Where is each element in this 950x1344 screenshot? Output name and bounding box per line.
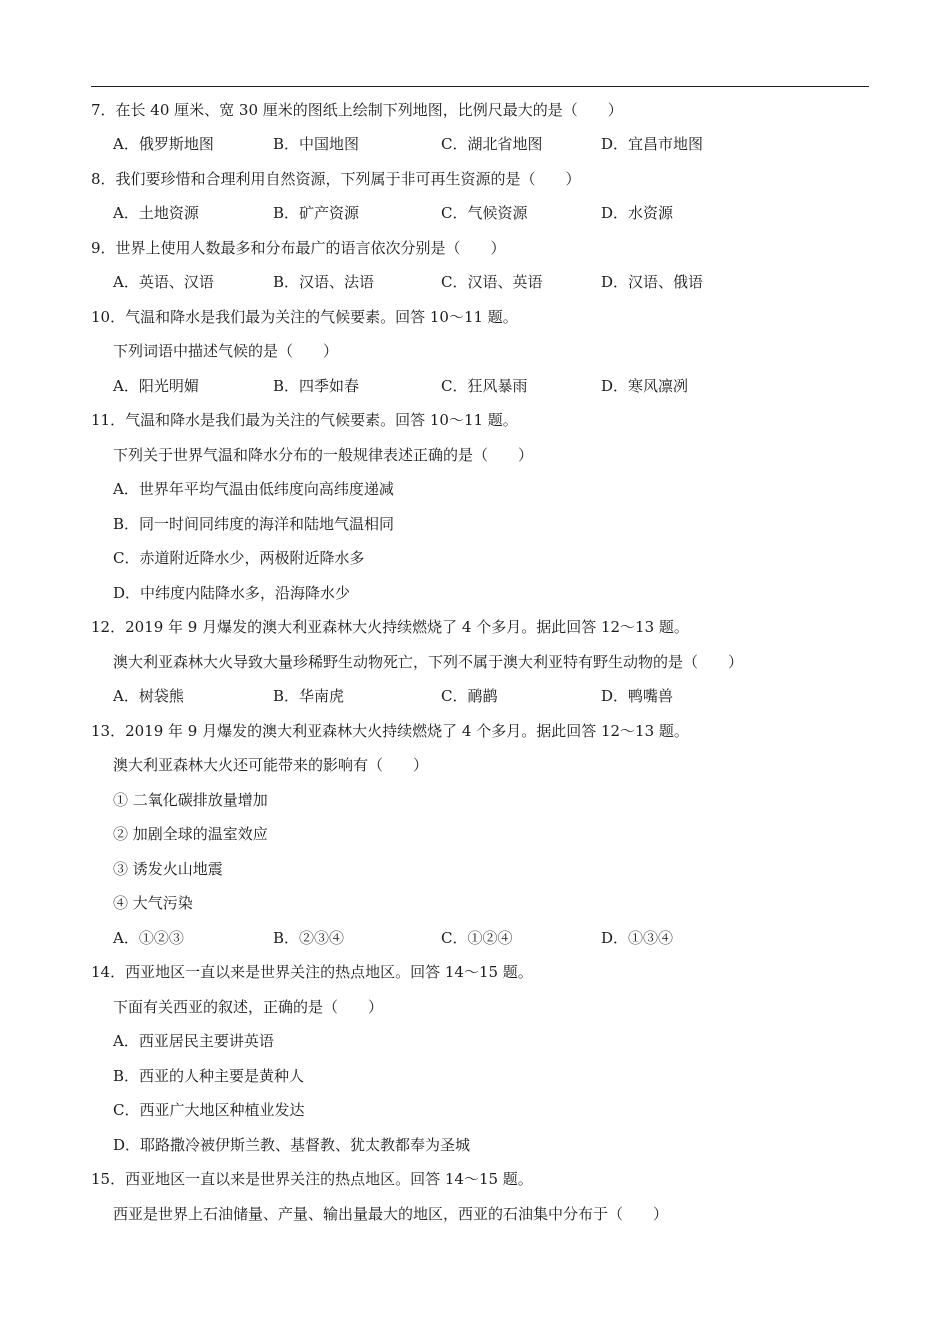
question-11-option-c[interactable]: C．赤道附近降水少，两极附近降水多	[113, 549, 365, 567]
question-10-option-d[interactable]: D．寒风凛冽	[601, 377, 689, 395]
question-12-options	[113, 686, 873, 706]
question-12-stem: 12．2019 年 9 月爆发的澳大利亚森林大火持续燃烧了 4 个多月。据此回答 12～13 题。	[91, 618, 689, 636]
question-14-stem: 14．西亚地区一直以来是世界关注的热点地区。回答 14～15 题。	[91, 963, 533, 981]
question-8-stem: 8．我们要珍惜和合理利用自然资源，下列属于非可再生资源的是（ ）	[91, 170, 581, 188]
question-7-options	[113, 134, 873, 154]
question-9-option-a[interactable]: A．英语、汉语	[113, 273, 214, 291]
question-14-option-c[interactable]: C．西亚广大地区种植业发达	[113, 1101, 305, 1119]
question-10-option-c[interactable]: C．狂风暴雨	[441, 377, 528, 395]
question-12-prompt: 澳大利亚森林大火导致大量珍稀野生动物死亡，下列不属于澳大利亚特有野生动物的是（ ）	[113, 653, 744, 671]
question-9-option-c[interactable]: C．汉语、英语	[441, 273, 543, 291]
question-13-item-3: ③ 诱发火山地震	[113, 860, 223, 878]
question-7-option-a[interactable]: A．俄罗斯地图	[113, 135, 214, 153]
question-14-prompt: 下面有关西亚的叙述，正确的是（ ）	[113, 998, 384, 1016]
question-10-option-a[interactable]: A．阳光明媚	[113, 377, 199, 395]
header-rule	[91, 86, 869, 87]
question-12-option-a[interactable]: A．树袋熊	[113, 687, 184, 705]
question-13-option-a[interactable]: A．①②③	[113, 929, 184, 947]
question-9-stem: 9．世界上使用人数最多和分布最广的语言依次分别是（ ）	[91, 239, 506, 257]
question-12-option-c[interactable]: C．鸸鹋	[441, 687, 498, 705]
question-13-option-c[interactable]: C．①②④	[441, 929, 513, 947]
question-14-option-d[interactable]: D．耶路撒冷被伊斯兰教、基督教、犹太教都奉为圣城	[113, 1136, 471, 1154]
question-11-option-a[interactable]: A．世界年平均气温由低纬度向高纬度递减	[113, 480, 394, 498]
question-13-option-b[interactable]: B．②③④	[273, 929, 345, 947]
question-13-item-4: ④ 大气污染	[113, 894, 193, 912]
question-9-option-d[interactable]: D．汉语、俄语	[601, 273, 704, 291]
question-8-option-c[interactable]: C．气候资源	[441, 204, 528, 222]
question-11-option-d[interactable]: D．中纬度内陆降水多，沿海降水少	[113, 584, 351, 602]
question-8-option-d[interactable]: D．水资源	[601, 204, 674, 222]
question-7-option-d[interactable]: D．宜昌市地图	[601, 135, 704, 153]
question-9-options	[113, 272, 873, 292]
question-13-stem: 13．2019 年 9 月爆发的澳大利亚森林大火持续燃烧了 4 个多月。据此回答 12～13 题。	[91, 722, 689, 740]
question-10-options	[113, 376, 873, 396]
question-10-option-b[interactable]: B．四季如春	[273, 377, 360, 395]
question-13-option-d[interactable]: D．①③④	[601, 929, 674, 947]
question-12-option-b[interactable]: B．华南虎	[273, 687, 345, 705]
question-14-option-b[interactable]: B．西亚的人种主要是黄种人	[113, 1067, 305, 1085]
question-10-stem: 10．气温和降水是我们最为关注的气候要素。回答 10～11 题。	[91, 308, 518, 326]
question-15-prompt: 西亚是世界上石油储量、产量、输出量最大的地区，西亚的石油集中分布于（ ）	[113, 1205, 669, 1223]
question-14-option-a[interactable]: A．西亚居民主要讲英语	[113, 1032, 274, 1050]
question-11-option-b[interactable]: B．同一时间同纬度的海洋和陆地气温相同	[113, 515, 395, 533]
question-15-stem: 15．西亚地区一直以来是世界关注的热点地区。回答 14～15 题。	[91, 1170, 533, 1188]
question-13-item-1: ① 二氧化碳排放量增加	[113, 791, 268, 809]
question-7-option-b[interactable]: B．中国地图	[273, 135, 360, 153]
question-13-prompt: 澳大利亚森林大火还可能带来的影响有（ ）	[113, 756, 429, 774]
question-7-stem: 7．在长 40 厘米、宽 30 厘米的图纸上绘制下列地图，比例尺最大的是（ ）	[91, 101, 623, 119]
question-7-option-c[interactable]: C．湖北省地图	[441, 135, 543, 153]
question-13-options	[113, 928, 873, 948]
question-8-option-a[interactable]: A．土地资源	[113, 204, 199, 222]
question-10-prompt: 下列词语中描述气候的是（ ）	[113, 342, 339, 360]
question-13-item-2: ② 加剧全球的温室效应	[113, 825, 268, 843]
question-12-option-d[interactable]: D．鸭嘴兽	[601, 687, 674, 705]
question-11-stem: 11．气温和降水是我们最为关注的气候要素。回答 10～11 题。	[91, 411, 518, 429]
question-8-option-b[interactable]: B．矿产资源	[273, 204, 360, 222]
question-8-options	[113, 203, 873, 223]
question-9-option-b[interactable]: B．汉语、法语	[273, 273, 375, 291]
question-11-prompt: 下列关于世界气温和降水分布的一般规律表述正确的是（ ）	[113, 446, 534, 464]
